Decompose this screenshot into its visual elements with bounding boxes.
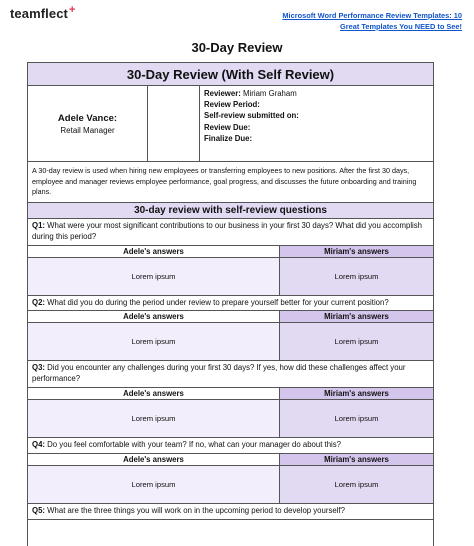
review-form (27, 62, 434, 546)
answer-header-row (28, 454, 433, 466)
field-review-period[interactable]: Review Period: (204, 100, 260, 110)
col-left-header: Adele's answers (28, 246, 280, 257)
col-left-header: Adele's answers (28, 388, 280, 399)
info-row (28, 86, 433, 162)
answer-row (28, 466, 433, 504)
teamflect-logo (10, 6, 76, 21)
col-left-header: Adele's answers (28, 454, 280, 465)
col-left-header: Adele's answers (28, 311, 280, 322)
question-2: Q2: What did you do during the period under review to prepare yourself better for your current position? (28, 296, 433, 312)
answer-right[interactable]: Lorem ipsum (280, 466, 433, 503)
photo-cell[interactable] (148, 86, 200, 161)
employee-name: Adele Vance: (57, 112, 118, 124)
question-3: Q3: Did you encounter any challenges during your first 30 days? If yes, how did these challenges affect your performance? (28, 361, 433, 388)
answer-row (28, 258, 433, 296)
review-fields (200, 86, 433, 161)
answer-left[interactable]: Lorem ipsum (28, 466, 280, 503)
answer-header-row (28, 388, 433, 400)
col-right-header: Miriam's answers (280, 454, 433, 465)
blog-link[interactable]: Microsoft Word Performance Review Templates: 10 Great Templates You NEED to See! (282, 11, 462, 31)
answer-left[interactable]: Lorem ipsum (28, 258, 280, 295)
answer-header-row (28, 246, 433, 258)
answer-row (28, 323, 433, 361)
question-5: Q5: What are the three things you will work on in the upcoming period to develop yourself? (28, 504, 433, 520)
col-right-header: Miriam's answers (280, 388, 433, 399)
employee-cell (28, 86, 148, 161)
field-self-review-submitted[interactable]: Self-review submitted on: (204, 111, 299, 121)
employee-role: Retail Manager (60, 125, 115, 135)
col-right-header: Miriam's answers (280, 246, 433, 257)
form-title: 30-Day Review (With Self Review) (28, 63, 433, 86)
answer-right[interactable]: Lorem ipsum (280, 323, 433, 360)
field-review-due[interactable]: Review Due: (204, 122, 251, 132)
document-title: 30-Day Review (191, 40, 283, 55)
field-reviewer[interactable]: Reviewer: Miriam Graham (204, 89, 297, 98)
question-4: Q4: Do you feel comfortable with your team? If no, what can your manager do about this? (28, 438, 433, 454)
answer-left[interactable]: Lorem ipsum (28, 323, 280, 360)
logo-plus-icon: + (68, 4, 76, 16)
answer-row (28, 400, 433, 438)
answer-right[interactable]: Lorem ipsum (280, 258, 433, 295)
intro-text: A 30-day review is used when hiring new employees or transferring employees to new positions. After the first 30 days, employee and manager reviews employee performance, goal progress, and discusses the future onboarding and training plans. (28, 162, 433, 203)
answer-left[interactable]: Lorem ipsum (28, 400, 280, 437)
logo-text: teamflect (10, 6, 68, 21)
answer-right[interactable]: Lorem ipsum (280, 400, 433, 437)
field-finalize-due[interactable]: Finalize Due: (204, 133, 253, 143)
col-right-header: Miriam's answers (280, 311, 433, 322)
question-1: Q1: What were your most significant contributions to our business in your first 30 days? What did you accomplish during this period? (28, 219, 433, 246)
answer-header-row (28, 311, 433, 323)
section-title: 30-day review with self-review questions (28, 203, 433, 219)
